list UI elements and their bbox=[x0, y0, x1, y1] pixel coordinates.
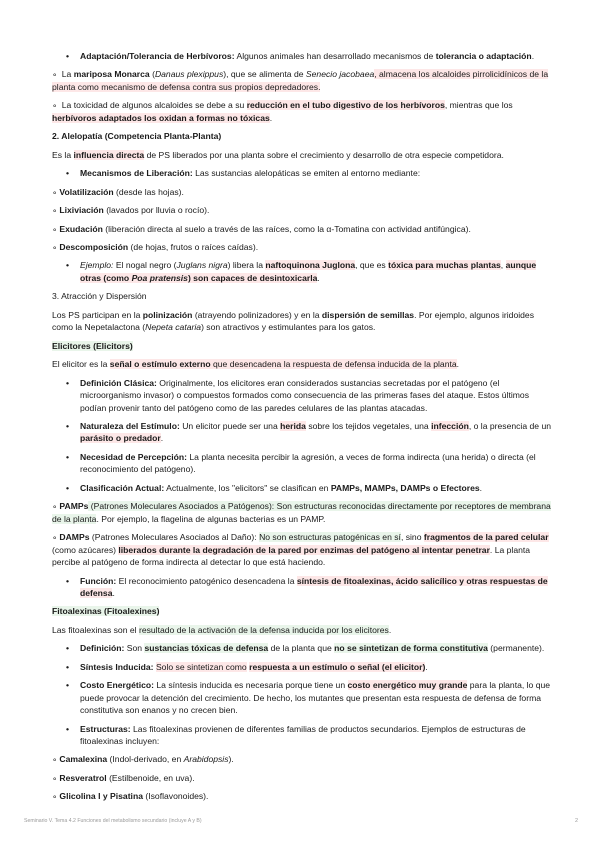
bold-text: Lixiviación bbox=[59, 205, 104, 216]
sub-item-glicolina bbox=[52, 790, 552, 802]
highlighted-bold: respuesta a un estímulo o señal (el elicitor) bbox=[249, 661, 426, 672]
highlighted-bold: no se sintetizan de forma constitutiva bbox=[334, 643, 488, 654]
text: Algunos animales han desarrollado mecanismos de bbox=[234, 51, 436, 61]
text: . bbox=[531, 51, 535, 61]
bold-text: Descomposición bbox=[59, 241, 129, 252]
bullet-percepcion bbox=[66, 451, 552, 476]
text: de PS liberados por una planta sobre el crecimiento y desarrollo de otra especie competidora. bbox=[144, 149, 504, 160]
sub-bullet-icon: ∘ bbox=[52, 69, 58, 80]
text: (como azúcares) bbox=[52, 544, 119, 555]
sub-bullet-icon: ∘ bbox=[52, 501, 58, 512]
highlighted-bold: liberados durante la degradación de la pared por enzimas del patógeno al intentar penetrar bbox=[118, 544, 490, 555]
sub-item-toxicity bbox=[52, 99, 552, 124]
sub-bullet-icon: ∘ bbox=[52, 772, 58, 783]
paragraph-atraccion bbox=[52, 309, 552, 334]
sub-item-monarca bbox=[52, 68, 552, 93]
bold-text: mariposa Monarca bbox=[73, 69, 150, 80]
highlighted-bold: herbívoros adaptados los oxidan a formas no tóxicas bbox=[52, 112, 270, 123]
bullet-label: Definición Clásica: bbox=[80, 377, 157, 388]
bullet-estructuras bbox=[66, 723, 552, 748]
sub-item-lixiviacion bbox=[52, 204, 552, 216]
bold-text: DAMPs bbox=[59, 532, 90, 543]
sub-bullet-icon: ∘ bbox=[52, 791, 58, 802]
bold-text: PAMPs, MAMPs, DAMPs o Efectores bbox=[330, 482, 480, 493]
sub-bullet-icon: ∘ bbox=[52, 754, 58, 765]
sub-item-exudacion bbox=[52, 223, 552, 235]
bullet-clasificacion bbox=[66, 482, 552, 494]
highlighted-text: que desencadena la respuesta de defensa inducida de la planta bbox=[210, 359, 457, 370]
text: (de hojas, frutos o raíces caídas). bbox=[128, 241, 259, 252]
text: . bbox=[160, 433, 164, 444]
highlighted-text: (Patrones Moleculares Asociados a Patógenos): Son estructuras reconocidas directamente por receptores de membrana de la planta bbox=[52, 501, 551, 524]
sub-item-pamps bbox=[52, 500, 552, 525]
bullet-label: Estructuras: bbox=[80, 723, 131, 734]
text: La bbox=[59, 69, 74, 80]
heading-fitoalexinas bbox=[52, 605, 552, 617]
highlighted-bold: aunque otras (como bbox=[80, 260, 537, 283]
page-number: 2 bbox=[574, 818, 578, 825]
highlighted-text: Solo se sintetizan como bbox=[155, 661, 247, 672]
text: (Patrones Moleculares Asociados al Daño): bbox=[89, 532, 260, 543]
text: , mientras que los bbox=[444, 100, 513, 111]
highlighted-bold: señal o estímulo externo bbox=[109, 359, 211, 370]
bullet-label: Síntesis Inducida: bbox=[80, 661, 154, 672]
highlighted-bold: fragmentos de la pared celular bbox=[423, 532, 549, 543]
bold-text: Glicolina I y Pisatina bbox=[59, 791, 143, 802]
sub-item-descomposicion bbox=[52, 241, 552, 253]
text: La toxicidad de algunos alcaloides se debe a su bbox=[59, 100, 247, 111]
bullet-label: Costo Energético: bbox=[80, 680, 155, 691]
bold-text: dispersión de semillas bbox=[321, 309, 415, 320]
sub-bullet-icon: ∘ bbox=[52, 186, 58, 197]
sub-item-camalexina bbox=[52, 753, 552, 765]
bullet-label: Naturaleza del Estímulo: bbox=[80, 420, 180, 431]
text: . bbox=[479, 482, 483, 493]
text: El nogal negro ( bbox=[113, 260, 177, 271]
highlighted-bold: infección bbox=[431, 420, 469, 431]
highlighted-bold: sustancias tóxicas de defensa bbox=[144, 643, 269, 654]
text: ( bbox=[149, 69, 155, 80]
text: ), que se alimenta de bbox=[223, 69, 306, 80]
text: ). bbox=[228, 754, 234, 765]
text: ) libera la bbox=[227, 260, 266, 271]
text: ) son atractivos y estimulantes para los gatos. bbox=[201, 322, 376, 333]
page-footer: Seminario V. Tema 4.2 Funciones del metabolismo secundario (incluye A y B) bbox=[24, 818, 202, 825]
highlighted-bold: reducción en el tubo digestivo de los herbívoros bbox=[246, 100, 445, 111]
highlighted-text: , almacena los alcaloides pirrolicidínicos de la planta como mecanismo de defensa contra sus propios depredadores. bbox=[52, 69, 549, 92]
bullet-label: Función: bbox=[80, 575, 117, 586]
bullet-mecanismos bbox=[66, 167, 552, 179]
heading-text: Fitoalexinas (Fitoalexines) bbox=[52, 606, 160, 617]
italic-text: Danaus plexippus bbox=[154, 69, 224, 80]
text: (Estilbenoide, en uva). bbox=[106, 772, 195, 783]
bullet-costo bbox=[66, 679, 552, 716]
highlighted-bold: parásito o predador bbox=[80, 433, 161, 444]
text: , sino bbox=[400, 532, 424, 543]
text: El reconocimiento patogénico desencadena la bbox=[116, 575, 297, 586]
bold-text: Resveratrol bbox=[59, 772, 107, 783]
text: . Por ejemplo, la flagelina de algunas bacterias es un PAMP. bbox=[96, 513, 326, 524]
text: (permanente). bbox=[487, 643, 545, 654]
italic-text: Arabidopsis bbox=[183, 754, 229, 765]
sub-item-resveratrol bbox=[52, 772, 552, 784]
bullet-label: Mecanismos de Liberación: bbox=[80, 168, 193, 179]
text: Originalmente, los elicitores eran considerados sustancias secretadas por el patógeno (el microorganismo invasor) o compuestos formados como consecuencia de las primeras fases del ataque. Estos últimos podían provenir tanto del patógeno como de las paredes celulares de las plantas atacadas. bbox=[80, 377, 529, 413]
text: para la planta, lo que puede provocar la detención del crecimiento. De hecho, los mutantes que presentan esta respuesta de defensa de forma constitutiva son enanos y no crecen bien. bbox=[80, 680, 551, 716]
text: (liberación directa al suelo a través de las raíces, como la α-Tomatina con actividad antifúngica). bbox=[102, 223, 471, 234]
text: . bbox=[112, 587, 115, 598]
text: . bbox=[388, 624, 392, 635]
heading-elicitores bbox=[52, 340, 552, 352]
text: (Isoflavonoides). bbox=[142, 791, 209, 802]
text: Un elicitor puede ser una bbox=[179, 420, 281, 431]
highlighted-bold: influencia directa bbox=[73, 149, 145, 160]
highlighted-bold: costo energético muy grande bbox=[347, 680, 468, 691]
italic-text: Nepeta cataria bbox=[145, 322, 202, 333]
text: , bbox=[500, 260, 506, 271]
highlighted-bold: síntesis de fitoalexinas, ácido salicílico y otras respuestas de defensa bbox=[80, 575, 548, 598]
bullet-label: Definición: bbox=[80, 643, 125, 654]
bullet-definicion-clasica bbox=[66, 377, 552, 414]
highlighted-bold: herida bbox=[280, 420, 306, 431]
heading-text: Elicitores (Elicitors) bbox=[52, 340, 133, 351]
highlighted-bold: ) son capaces de desintoxicarla bbox=[187, 272, 318, 283]
text: Son bbox=[124, 643, 145, 654]
bullet-herbivore-tolerance bbox=[66, 50, 552, 62]
bold-text: polinización bbox=[142, 309, 193, 320]
text: Es la bbox=[52, 149, 74, 160]
text: La planta necesita percibir la agresión, a veces de forma indirecta (una herida) o directa (el reconocimiento del patógeno). bbox=[80, 451, 536, 475]
bullet-definicion bbox=[66, 642, 552, 654]
bold-text: Volatilización bbox=[59, 186, 114, 197]
text: de la planta que bbox=[268, 643, 335, 654]
bullet-ejemplo-juglona bbox=[66, 259, 552, 284]
text: . bbox=[456, 359, 460, 370]
page-content bbox=[52, 50, 552, 809]
text: (atrayendo polinizadores) y en la bbox=[192, 309, 322, 320]
text: . La planta percibe al patógeno de forma indirecta al detectar lo que está haciendo. bbox=[52, 544, 531, 568]
text: Las sustancias alelopáticas se emiten al entorno mediante: bbox=[192, 168, 421, 179]
sub-bullet-icon: ∘ bbox=[52, 241, 58, 252]
sub-bullet-icon: ∘ bbox=[52, 100, 58, 111]
text: (lavados por lluvia o rocío). bbox=[103, 205, 210, 216]
bold-text: Exudación bbox=[59, 223, 103, 234]
text: La síntesis inducida es necesaria porque tiene un bbox=[154, 680, 348, 691]
sub-item-damps bbox=[52, 531, 552, 568]
bold-text: tolerancia o adaptación bbox=[435, 51, 532, 61]
highlighted-bold: naftoquinona Juglona bbox=[265, 260, 356, 271]
text: Actualmente, los "elicitors" se clasifican en bbox=[164, 482, 331, 493]
text: (desde las hojas). bbox=[113, 186, 184, 197]
text: El elicitor es la bbox=[52, 359, 110, 370]
text: Las fitoalexinas provienen de diferentes familias de productos secundarios. Ejemplos de estructuras de fitoalexinas incluyen: bbox=[80, 723, 526, 747]
bold-text: PAMPs bbox=[59, 501, 89, 512]
paragraph-elicitor-intro bbox=[52, 358, 552, 370]
highlighted-text: No son estructuras patogénicas en sí bbox=[259, 532, 401, 543]
italic-text: Juglans nigra bbox=[176, 260, 228, 271]
highlighted-bold: tóxica para muchas plantas bbox=[388, 260, 501, 271]
text: . bbox=[269, 112, 273, 123]
bullet-label: Necesidad de Percepción: bbox=[80, 451, 187, 462]
text: Las fitoalexinas son el bbox=[52, 624, 139, 635]
text: , que es bbox=[355, 260, 389, 271]
bullet-label: Clasificación Actual: bbox=[80, 482, 165, 493]
heading-alelopatia: 2. Alelopatía (Competencia Planta-Planta) bbox=[52, 131, 222, 142]
highlighted-text: resultado de la activación de la defensa inducida por los elicitores bbox=[138, 624, 389, 635]
paragraph-alelopatia bbox=[52, 149, 552, 161]
heading-atraccion: 3. Atracción y Dispersión bbox=[52, 291, 147, 302]
sub-bullet-icon: ∘ bbox=[52, 223, 58, 234]
bullet-label: Adaptación/Tolerancia de Herbívoros: bbox=[80, 51, 235, 61]
bullet-naturaleza bbox=[66, 420, 552, 445]
highlighted-bold-italic: Poa pratensis bbox=[131, 272, 188, 283]
sub-item-volatilizacion bbox=[52, 186, 552, 198]
sub-bullet-icon: ∘ bbox=[52, 205, 58, 216]
bullet-sintesis bbox=[66, 661, 552, 673]
text: . bbox=[425, 661, 428, 672]
italic-text: Ejemplo: bbox=[80, 260, 114, 271]
bullet-funcion bbox=[66, 575, 552, 600]
text: Los PS participan en la bbox=[52, 309, 143, 320]
text: , o la presencia de un bbox=[468, 420, 552, 431]
text: sobre los tejidos vegetales, una bbox=[305, 420, 432, 431]
text: . bbox=[317, 272, 320, 283]
sub-bullet-icon: ∘ bbox=[52, 532, 58, 543]
bold-text: Camalexina bbox=[59, 754, 108, 765]
text: (Indol-derivado, en bbox=[107, 754, 184, 765]
text: . Por ejemplo, algunos iridoides como la Nepetalactona ( bbox=[52, 309, 534, 333]
paragraph-fitoalexinas-intro bbox=[52, 624, 552, 636]
italic-text: Senecio jacobaea bbox=[305, 69, 375, 80]
